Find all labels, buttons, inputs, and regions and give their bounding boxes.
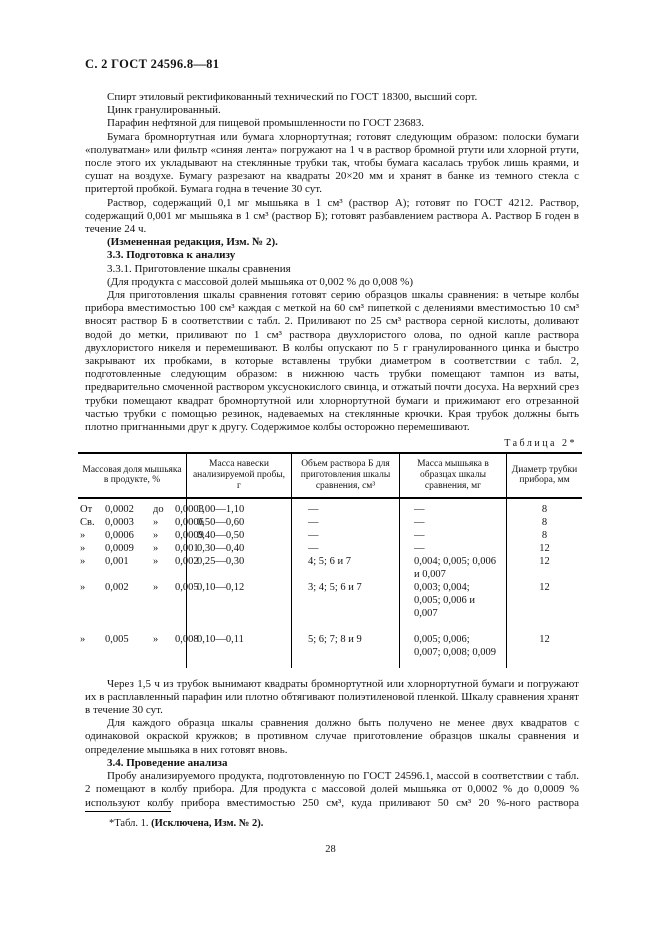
paragraph: Раствор, содержащий 0,1 мг мышьяка в 1 см³ (раствор А); готовят по ГОСТ 4212. Раствор, содержащий 0,001 мг мышьяка в 1 см³ (раствор Б); готовят разбавлением раствора А. Раствор Б годен в течение 24 ч. [85,196,579,236]
table-cell: 12 [539,555,550,567]
paragraph: Пробу анализируемого продукта, подготовленную по ГОСТ 24596.1, массой в соответствии с табл. 2 помещают в колбу прибора. Для продукта с массовой долей мышьяка от 0,0002 % до 0,0009 % используют колбу прибора вместимостью 250 см³, куда приливают 50 см³ 20 %-ного раствора [85,770,579,809]
table-cell [78,555,199,581]
table-cell: 0,30—0,40 [187,542,292,555]
range-from: 0,0006 [105,529,134,541]
range-prefix: » [80,581,86,593]
range-mid: » [153,542,159,554]
range-mid: » [153,516,159,528]
paragraph: Цинк гранулированный. [107,104,221,117]
comparison-scale-table [78,452,582,667]
range-prefix: » [80,529,86,541]
range-to: 0,0006 [175,516,204,528]
mass-fraction-range [80,503,204,516]
paragraph: (Для продукта с массовой долей мышьяка от 0,002 % до 0,008 %) [107,275,413,288]
section-heading: 3.4. Проведение анализа [107,756,228,769]
range-prefix: Св. [80,516,95,528]
paragraph: Для приготовления шкалы сравнения готовят серию образцов шкалы сравнения: в четыре колбы прибора вместимостью 100 см³ каждая с меткой на 60 см³ пипеткой с делениями вместимостью 10 см³ вносят раствор Б в соответствии с табл. 2. Приливают по 25 см³ раствора серной кислоты, доливают водой до метки, приливают по 1 см³ раствора двухлористого олова, по одной капле раствора двухлористого никеля и перемешивают. В колбы опускают по 5 г гранулированного цинка и быстро закрывают их пробками, в которые вставлены трубки диаметром в соответствии с табл. 2, подготовленные следующим образом: в нижнюю часть трубки помещают тампон из ваты, предварительно смоченной раствором уксуснокислого свинца, и отжатый почти досуха. На верхний срез трубки помещают квадрат бромнортутной или хлорнортутной бумаги и прижимают его отрезанной частью трубки с помощью резинок, надеваемых на стеклянные крючки. Края трубок должны быть плотно пригнанными друг к другу. Содержимое колбы осторожно перемешивают. [85,289,579,434]
table-cell: 0,005; 0,006; 0,007; 0,008; 0,009 [400,620,507,668]
footnote-divider [85,811,171,812]
table-cell: — [292,529,400,542]
range-prefix: » [80,633,86,645]
text-block-after-table [85,678,579,810]
text-block-before-table [85,91,579,434]
range-to: 0,008 [175,633,199,645]
range-from: 0,0002 [105,503,134,515]
table-caption: Таблица 2* [504,438,577,450]
table-cell: 4; 5; 6 и 7 [292,555,400,581]
range-mid: » [153,529,159,541]
table-cell: 0,40—0,50 [187,529,292,542]
table-cell: 1,00—1,10 [187,499,292,516]
range-to: 0,001 [175,542,199,554]
table-cell: 0,004; 0,005; 0,006 и 0,007 [400,555,507,581]
range-from: 0,001 [105,555,129,567]
table-cell [78,581,199,620]
table-cell: 8 [541,503,548,515]
table-column-header: Масса навески анализируемой пробы, г [187,454,292,498]
paragraph: 3.3.1. Приготовление шкалы сравнения [107,262,291,275]
table-cell: — [292,499,400,516]
table-cell: — [292,516,400,529]
paragraph: Для каждого образца шкалы сравнения должно быть получено не менее двух квадратов с одинаковой окраской кружков; в противном случае приготовление образцов шкалы сравнения и определение мышьяка в них готовят вновь. [85,717,579,756]
range-to: 0,005 [175,581,199,593]
range-from: 0,002 [105,581,129,593]
table-cell: — [400,542,507,555]
range-prefix: От [80,503,93,515]
mass-fraction-range [80,555,199,568]
table-column-header: Объем раствора Б для приготовления шкалы сравнения, см³ [292,454,400,498]
table-cell: 8 [541,529,548,541]
mass-fraction-range [80,529,204,542]
table-cell: 0,003; 0,004; 0,005; 0,006 и 0,007 [400,581,507,620]
table-column-header: Масса мышьяка в образцах шкалы сравнения, мг [400,454,507,498]
footnote-prefix: *Табл. 1. [109,818,152,829]
table-cell [78,516,204,529]
range-from: 0,0009 [105,542,134,554]
range-prefix: » [80,542,86,554]
range-mid: » [153,633,159,645]
table-column-header: Диаметр трубки прибора, мм [507,454,582,498]
table-cell [78,620,199,668]
table-cell [78,499,204,516]
table-cell [78,529,204,542]
page-number: 28 [325,844,336,855]
paragraph: Бумага бромнортутная или бумага хлорнортутная; готовят следующим образом: полоски бумаги «полуватман» или фильтр «синяя лента» погружают на 1 ч в раствор бромной ртути или хлорной ртути, после этого их укладывают на стеклянные трубки так, чтобы бумага касалась трубок лишь краями, и сушат на воздухе. Бумагу разрезают на квадраты 20×20 мм и хранят в банке из темного стекла с притертой пробкой. Бумага годна в течение 30 сут. [85,130,579,196]
paragraph: Парафин нефтяной для пищевой промышленности по ГОСТ 23683. [107,117,425,130]
table-column-header: Массовая доля мышьяка в продукте, % [78,454,187,498]
table-cell [78,542,199,555]
range-to: 0,0009 [175,529,204,541]
page-title: С. 2 ГОСТ 24596.8—81 [85,57,220,71]
range-to: 0,002 [175,555,199,567]
footnote [85,811,579,830]
table-cell: 8 [541,516,548,528]
table-cell: — [400,499,507,516]
table-cell: 0,10—0,12 [187,581,292,620]
table-cell: — [400,516,507,529]
table-cell: 3; 4; 5; 6 и 7 [292,581,400,620]
range-mid: до [153,503,164,515]
mass-fraction-range [80,542,199,555]
mass-fraction-range [80,633,199,646]
table-cell: 5; 6; 7; 8 и 9 [292,620,400,668]
table-cell: — [292,542,400,555]
range-from: 0,005 [105,633,129,645]
range-to: 0,0003 [175,503,204,515]
range-mid: » [153,555,159,567]
table-cell: 12 [539,581,550,593]
table-cell: 12 [539,542,550,554]
range-mid: » [153,581,159,593]
mass-fraction-range [80,516,204,529]
footnote-note: (Исключена, Изм. № 2). [151,818,264,829]
footnote-text [85,817,579,830]
range-from: 0,0003 [105,516,134,528]
section-heading: 3.3. Подготовка к анализу [107,249,236,262]
mass-fraction-range [80,581,199,594]
paragraph: Через 1,5 ч из трубок вынимают квадраты бромнортутной или хлорнортутной бумаги и погружают их в расплавленный парафин или плотно обтягивают полиэтиленовой пленкой. Шкалу сравнения хранят в течение 30 сут. [85,677,579,717]
table-cell: 12 [539,633,550,645]
table-cell: 0,10—0,11 [187,620,292,668]
paragraph: (Измененная редакция, Изм. № 2). [107,236,278,249]
page-content [80,57,579,810]
table-cell: — [400,529,507,542]
paragraph: Спирт этиловый ректификованный технический по ГОСТ 18300, высший сорт. [107,91,478,103]
range-prefix: » [80,555,86,567]
table-cell: 0,50—0,60 [187,516,292,529]
table-cell: 0,25—0,30 [187,555,292,581]
